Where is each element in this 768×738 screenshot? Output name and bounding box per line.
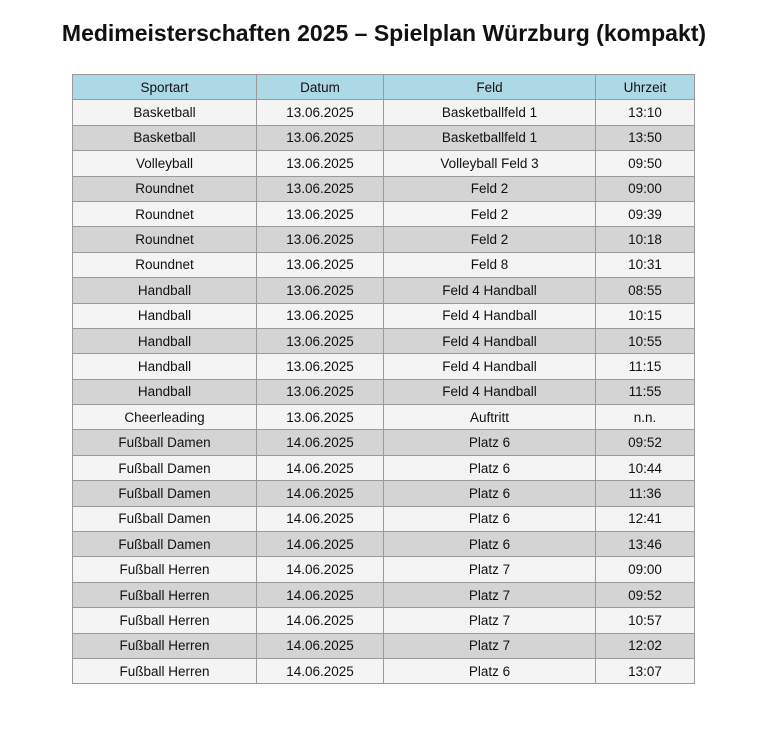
cell-datum: 14.06.2025 [257, 633, 384, 658]
cell-datum: 13.06.2025 [257, 176, 384, 201]
table-row [73, 405, 695, 430]
table-row [73, 557, 695, 582]
cell-uhrzeit: 09:52 [596, 430, 695, 455]
table-row [73, 176, 695, 201]
cell-sportart: Roundnet [73, 176, 257, 201]
header-datum: Datum [257, 75, 384, 100]
cell-datum: 13.06.2025 [257, 100, 384, 125]
cell-sportart: Roundnet [73, 252, 257, 277]
cell-datum: 14.06.2025 [257, 506, 384, 531]
cell-sportart: Roundnet [73, 201, 257, 226]
cell-feld: Platz 6 [384, 506, 596, 531]
cell-datum: 13.06.2025 [257, 379, 384, 404]
cell-sportart: Basketball [73, 125, 257, 150]
cell-sportart: Fußball Herren [73, 633, 257, 658]
cell-feld: Feld 4 Handball [384, 278, 596, 303]
cell-sportart: Fußball Damen [73, 506, 257, 531]
cell-feld: Feld 2 [384, 176, 596, 201]
cell-uhrzeit: 09:50 [596, 151, 695, 176]
cell-sportart: Handball [73, 354, 257, 379]
cell-datum: 14.06.2025 [257, 532, 384, 557]
cell-sportart: Handball [73, 379, 257, 404]
schedule-table [72, 74, 695, 684]
table-row [73, 608, 695, 633]
cell-sportart: Roundnet [73, 227, 257, 252]
table-row [73, 151, 695, 176]
cell-feld: Platz 7 [384, 582, 596, 607]
table-row [73, 201, 695, 226]
cell-uhrzeit: 13:10 [596, 100, 695, 125]
cell-feld: Basketballfeld 1 [384, 100, 596, 125]
cell-datum: 14.06.2025 [257, 608, 384, 633]
cell-feld: Feld 4 Handball [384, 379, 596, 404]
cell-feld: Platz 6 [384, 532, 596, 557]
cell-datum: 13.06.2025 [257, 328, 384, 353]
cell-uhrzeit: 10:18 [596, 227, 695, 252]
cell-uhrzeit: 12:02 [596, 633, 695, 658]
header-sportart: Sportart [73, 75, 257, 100]
table-row [73, 658, 695, 683]
cell-uhrzeit: 13:07 [596, 658, 695, 683]
cell-uhrzeit: 13:50 [596, 125, 695, 150]
cell-sportart: Fußball Herren [73, 658, 257, 683]
cell-uhrzeit: 10:55 [596, 328, 695, 353]
cell-sportart: Handball [73, 278, 257, 303]
cell-uhrzeit: 11:55 [596, 379, 695, 404]
cell-uhrzeit: 10:57 [596, 608, 695, 633]
cell-uhrzeit: 11:15 [596, 354, 695, 379]
cell-datum: 13.06.2025 [257, 354, 384, 379]
cell-uhrzeit: 08:55 [596, 278, 695, 303]
cell-feld: Volleyball Feld 3 [384, 151, 596, 176]
table-row [73, 227, 695, 252]
cell-datum: 13.06.2025 [257, 201, 384, 226]
cell-sportart: Fußball Herren [73, 557, 257, 582]
cell-feld: Feld 8 [384, 252, 596, 277]
cell-datum: 13.06.2025 [257, 252, 384, 277]
cell-sportart: Fußball Damen [73, 455, 257, 480]
table-row [73, 506, 695, 531]
cell-sportart: Volleyball [73, 151, 257, 176]
cell-uhrzeit: 11:36 [596, 481, 695, 506]
cell-uhrzeit: 10:15 [596, 303, 695, 328]
table-row [73, 125, 695, 150]
cell-sportart: Cheerleading [73, 405, 257, 430]
cell-uhrzeit: 09:52 [596, 582, 695, 607]
table-row [73, 532, 695, 557]
cell-feld: Platz 6 [384, 430, 596, 455]
cell-uhrzeit: 13:46 [596, 532, 695, 557]
cell-feld: Feld 4 Handball [384, 328, 596, 353]
table-row [73, 379, 695, 404]
cell-uhrzeit: 12:41 [596, 506, 695, 531]
cell-uhrzeit: n.n. [596, 405, 695, 430]
cell-uhrzeit: 09:00 [596, 176, 695, 201]
cell-feld: Platz 6 [384, 658, 596, 683]
cell-datum: 14.06.2025 [257, 455, 384, 480]
cell-datum: 14.06.2025 [257, 430, 384, 455]
cell-feld: Platz 7 [384, 633, 596, 658]
cell-datum: 14.06.2025 [257, 557, 384, 582]
table-header-row [73, 75, 695, 100]
cell-uhrzeit: 10:44 [596, 455, 695, 480]
cell-sportart: Fußball Herren [73, 582, 257, 607]
table-row [73, 303, 695, 328]
cell-datum: 14.06.2025 [257, 658, 384, 683]
header-feld: Feld [384, 75, 596, 100]
cell-feld: Platz 6 [384, 455, 596, 480]
cell-sportart: Fußball Damen [73, 481, 257, 506]
cell-sportart: Fußball Herren [73, 608, 257, 633]
cell-uhrzeit: 09:00 [596, 557, 695, 582]
cell-feld: Feld 4 Handball [384, 303, 596, 328]
table-row [73, 100, 695, 125]
cell-datum: 13.06.2025 [257, 405, 384, 430]
cell-sportart: Fußball Damen [73, 430, 257, 455]
cell-datum: 14.06.2025 [257, 481, 384, 506]
cell-sportart: Handball [73, 303, 257, 328]
table-row [73, 633, 695, 658]
cell-feld: Feld 2 [384, 227, 596, 252]
table-row [73, 252, 695, 277]
cell-sportart: Fußball Damen [73, 532, 257, 557]
cell-datum: 13.06.2025 [257, 278, 384, 303]
table-row [73, 582, 695, 607]
header-uhrzeit: Uhrzeit [596, 75, 695, 100]
cell-uhrzeit: 09:39 [596, 201, 695, 226]
table-body [73, 100, 695, 684]
table-row [73, 328, 695, 353]
page-title: Medimeisterschaften 2025 – Spielplan Würzburg (kompakt) [61, 20, 707, 46]
table-row [73, 481, 695, 506]
cell-feld: Auftritt [384, 405, 596, 430]
table-row [73, 278, 695, 303]
cell-sportart: Handball [73, 328, 257, 353]
cell-feld: Feld 4 Handball [384, 354, 596, 379]
cell-uhrzeit: 10:31 [596, 252, 695, 277]
cell-datum: 13.06.2025 [257, 151, 384, 176]
cell-sportart: Basketball [73, 100, 257, 125]
cell-feld: Platz 7 [384, 557, 596, 582]
cell-feld: Basketballfeld 1 [384, 125, 596, 150]
cell-datum: 13.06.2025 [257, 227, 384, 252]
cell-feld: Platz 7 [384, 608, 596, 633]
cell-feld: Platz 6 [384, 481, 596, 506]
cell-datum: 13.06.2025 [257, 125, 384, 150]
cell-feld: Feld 2 [384, 201, 596, 226]
table-row [73, 354, 695, 379]
table-row [73, 430, 695, 455]
cell-datum: 14.06.2025 [257, 582, 384, 607]
table-row [73, 455, 695, 480]
cell-datum: 13.06.2025 [257, 303, 384, 328]
